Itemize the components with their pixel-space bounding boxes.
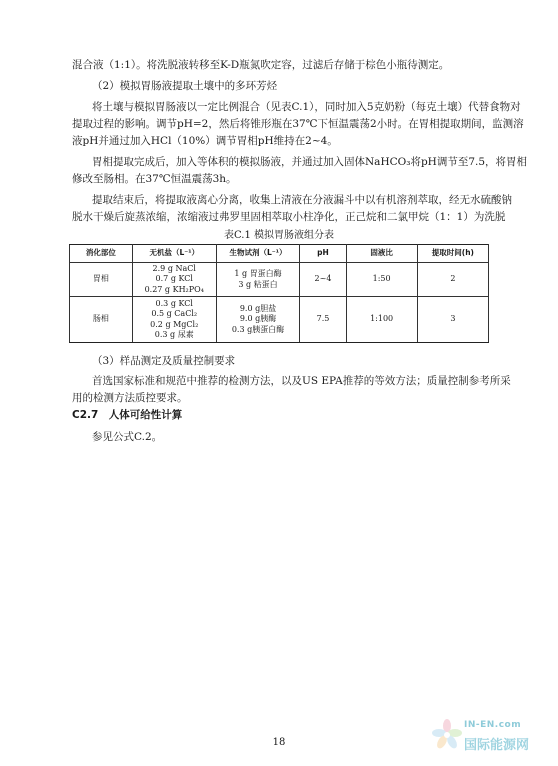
table-cell-salts	[132, 297, 216, 343]
salt-item: 0.27 g KH₂PO₄	[144, 284, 204, 294]
bio-item: 1 g 胃蛋白酶	[234, 269, 282, 278]
table-cell-bio	[216, 263, 300, 297]
salt-item: 0.2 g MgCl₂	[150, 319, 199, 329]
table-cell-ph: 7.5	[300, 297, 346, 343]
table-caption: 表C.1 模拟胃肠液组分表	[223, 230, 334, 241]
watermark	[428, 712, 558, 766]
table-header-cell: 提取时间(h)	[417, 245, 488, 263]
table-cell-bio	[216, 297, 300, 343]
table-cell-ratio: 1:50	[346, 263, 417, 297]
paragraph-line: 用的检测方法质控要求。	[72, 392, 188, 404]
paragraph-line: 胃相提取完成后，加入等体积的模拟肠液，并通过加入固体NaHCO₃将pH调节至7.5，将胃相	[92, 156, 528, 168]
page-number: 18	[272, 737, 286, 748]
salt-item: 0.5 g CaCl₂	[151, 309, 198, 318]
paragraph-line: 液pH并通过加入HCl（10%）调节胃相pH维持在2~4。	[72, 135, 338, 147]
table-cell-ratio: 1:100	[346, 297, 417, 343]
gastrointestinal-table	[69, 244, 489, 343]
watermark-url: IN-EN.com	[464, 720, 522, 730]
salt-item: 0.3 g 尿素	[154, 330, 194, 339]
paragraph-line: 提取过程的影响。调节pH=2，然后将锥形瓶在37℃下恒温震荡2小时。在胃相提取期间，监测溶	[72, 118, 524, 130]
table-cell-time: 2	[417, 263, 488, 297]
paragraph-line: 提取结束后，将提取液离心分离，收集上清液在分液漏斗中以有机溶剂萃取，经无水硫酸钠	[92, 194, 512, 206]
table-header-cell: 消化部位	[70, 245, 133, 263]
salt-item: 0.7 g KCl	[155, 274, 193, 284]
table-cell-ph: 2~4	[300, 263, 346, 297]
section-heading: （3）样品测定及质量控制要求	[92, 355, 236, 367]
table-row	[70, 297, 489, 343]
bio-item: 9.0 g胰酶	[239, 314, 277, 324]
paragraph-line: 将土壤与模拟胃肠液以一定比例混合（见表C.1），同时加入5克奶粉（每克土壤）代替食物对	[92, 101, 521, 113]
table-header-cell: 固液比	[346, 245, 417, 263]
paragraph-line: 脱水干燥后旋蒸浓缩，浓缩液过弗罗里固相萃取小柱净化，正己烷和二氯甲烷（1：1）为洗脱	[72, 211, 506, 223]
paragraph-line: 首选国家标准和规范中推荐的检测方法，以及US EPA推荐的等效方法；质量控制参考所采	[92, 375, 511, 387]
subsection-heading: C2.7 人体可给性计算	[72, 409, 183, 421]
bio-item: 0.3 g胰蛋白酶	[231, 324, 285, 334]
table-cell-site: 胃相	[70, 263, 133, 297]
table-cell-site: 肠相	[70, 297, 133, 343]
flower-logo-icon	[430, 716, 464, 756]
table-header-cell: 生物试剂（L⁻¹）	[216, 245, 300, 263]
watermark-brand: 国际能源网	[464, 738, 530, 753]
bio-item: 3 g 粘蛋白	[238, 279, 278, 289]
table-header-row	[70, 245, 489, 263]
paragraph-line: 参见公式C.2。	[92, 431, 163, 443]
table-header-cell: pH	[300, 245, 346, 263]
table-cell-time: 3	[417, 297, 488, 343]
section-heading: （2）模拟胃肠液提取土壤中的多环芳烃	[92, 80, 278, 92]
table-row	[70, 263, 489, 297]
salt-item: 0.3 g KCl	[155, 298, 193, 308]
table-header-cell: 无机盐（L⁻¹）	[132, 245, 216, 263]
paragraph-line: 混合液（1:1）。将洗脱液转移至K-D瓶氮吹定容，过滤后存储于棕色小瓶待测定。	[72, 59, 450, 71]
bio-item: 9.0 g胆盐	[239, 303, 277, 313]
table-cell-salts	[132, 263, 216, 297]
paragraph-line: 修改至肠相。在37℃恒温震荡3h。	[72, 173, 237, 185]
salt-item: 2.9 g NaCl	[152, 263, 196, 273]
